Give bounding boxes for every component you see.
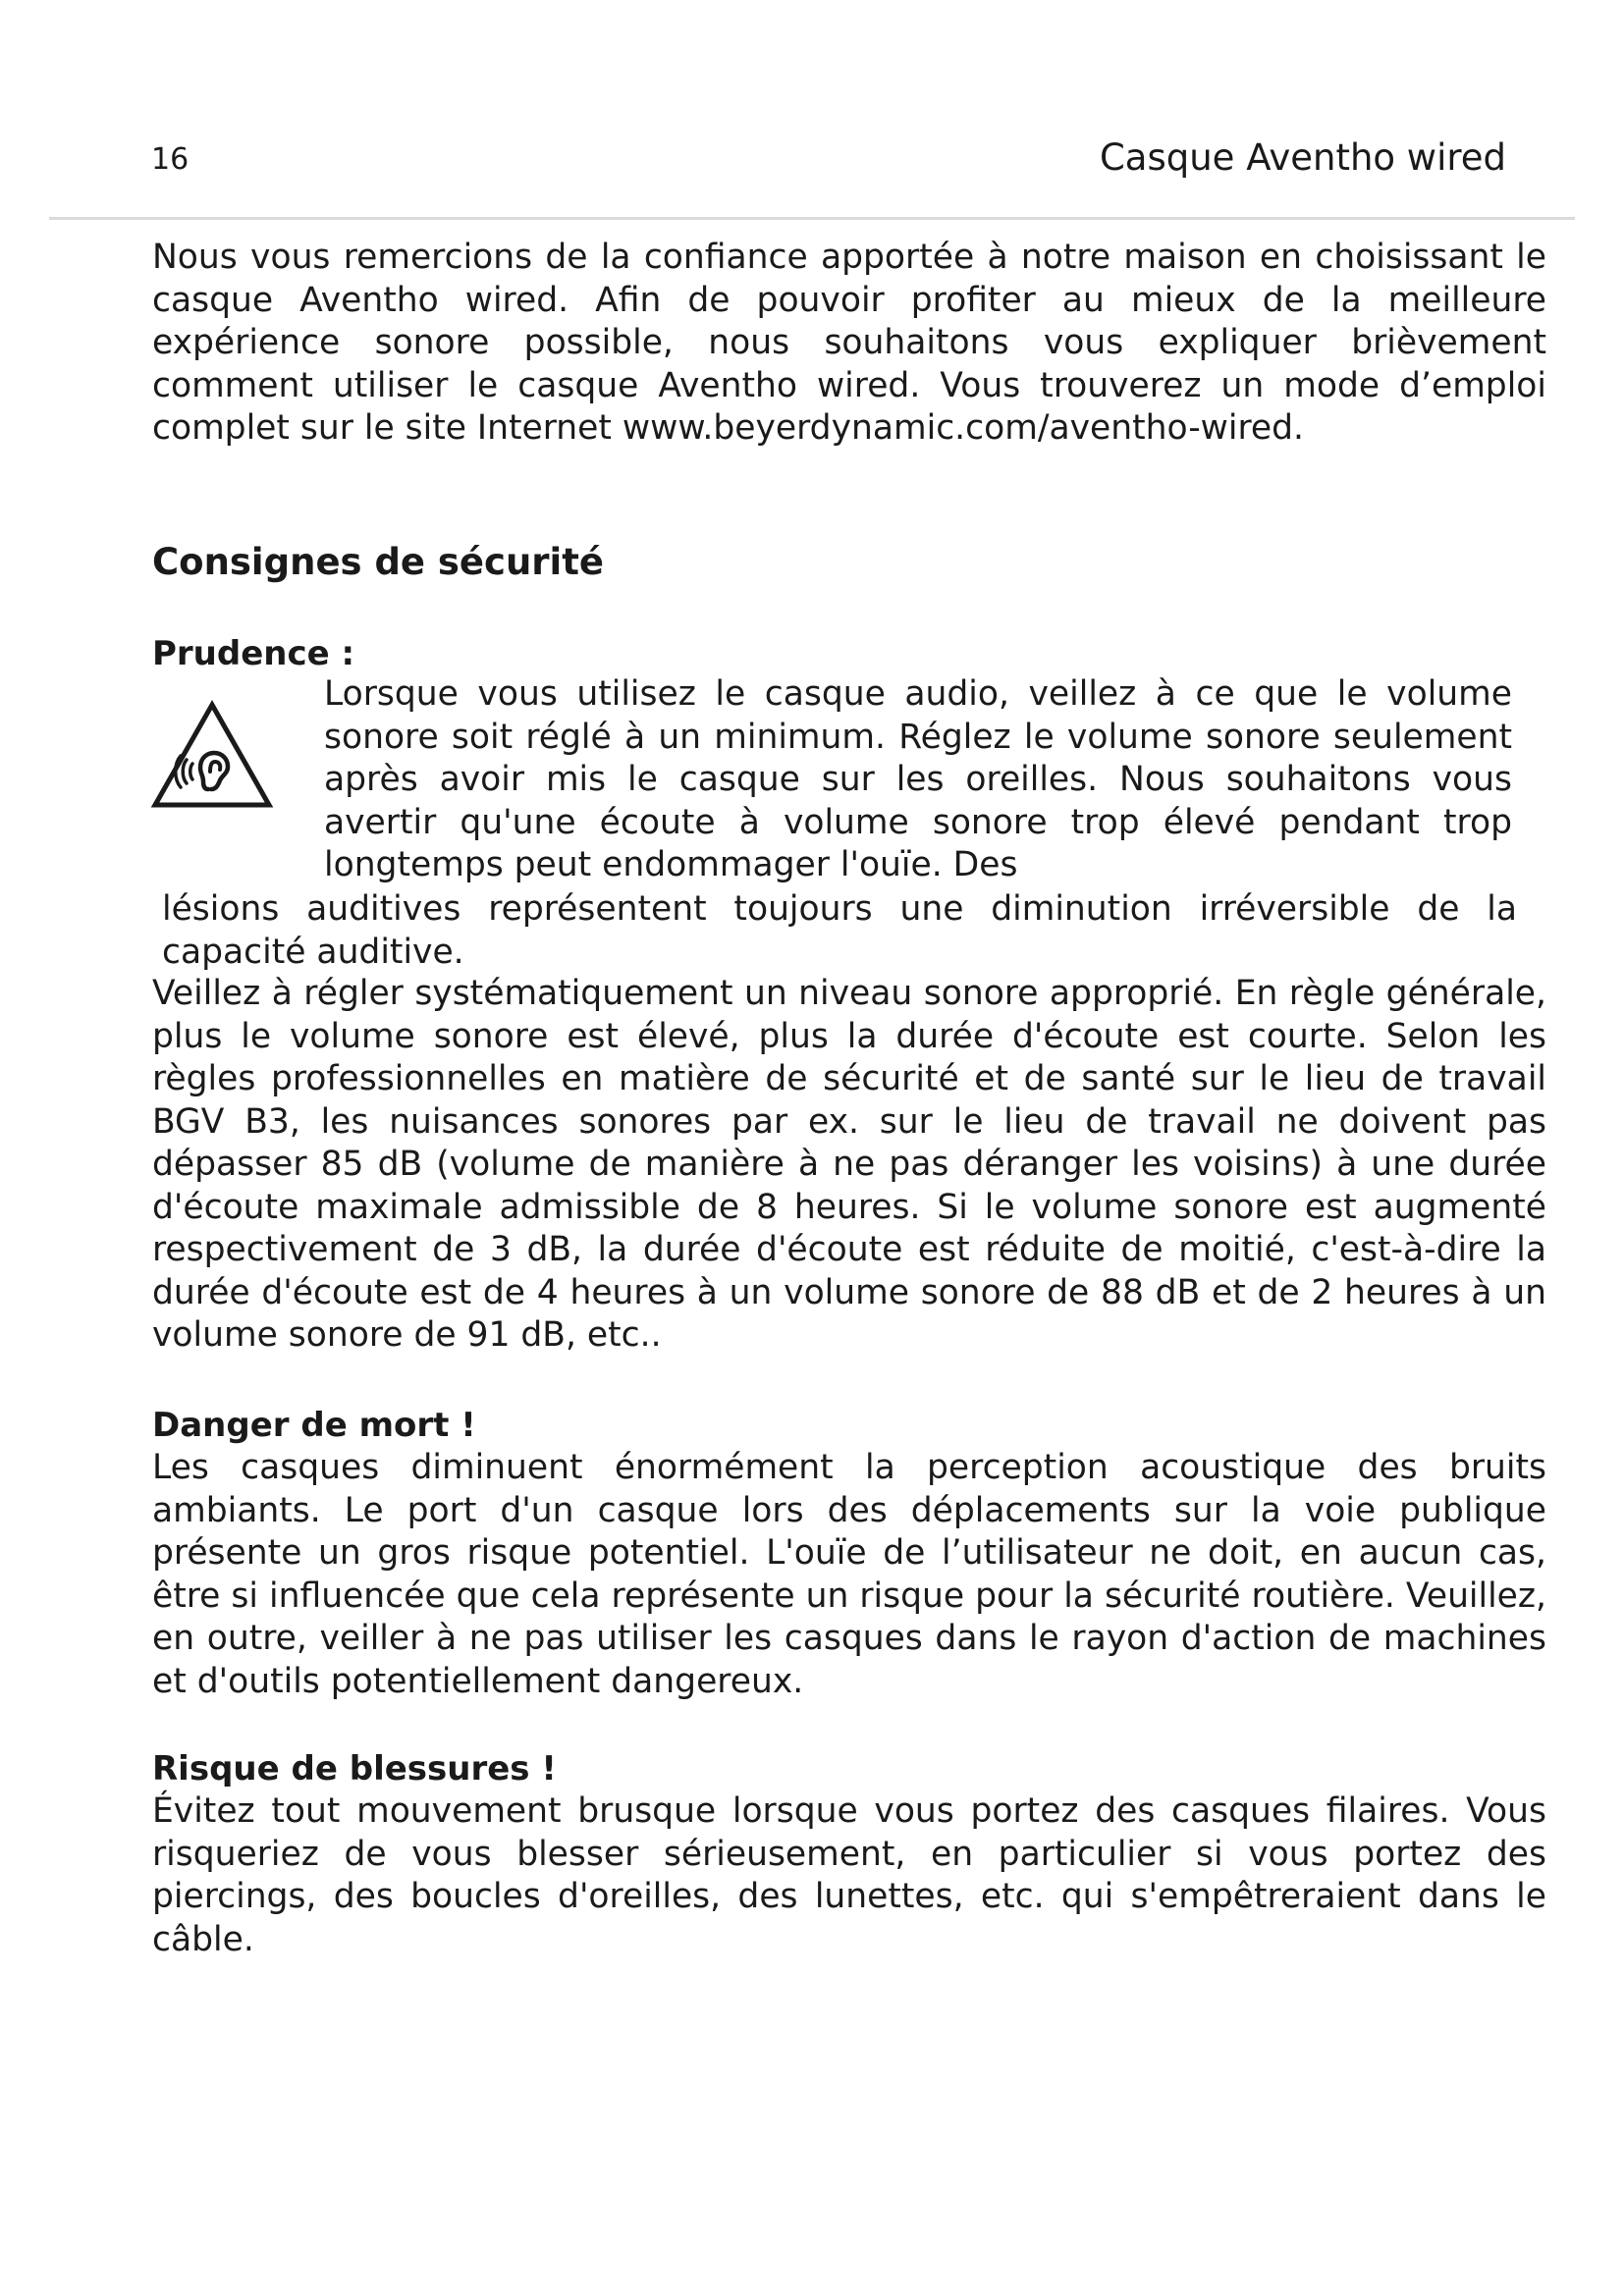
intro-paragraph: Nous vous remercions de la confiance apportée à notre maison en choisissant le casque Aventho wired. Afin de pouvoir profiter au mieux de la meilleure expérience sonore possible, nous souhaitons vous expliquer brièvement comment utiliser le casque Aventho wired. Vous trouverez un mode d’emploi complet sur le site Internet www.beyerdynamic.com/aventho-wired. <box>152 238 1546 448</box>
page-number: 16 <box>151 142 189 177</box>
danger-heading: Danger de mort ! <box>152 1406 476 1445</box>
prudence-heading: Prudence : <box>152 634 355 673</box>
hearing-warning-icon <box>149 699 275 812</box>
prudence-continued-text: Veillez à régler systématiquement un niveau sonore approprié. En règle générale, plus le volume sonore est élevé, plus la durée d'écoute est courte. Selon les règles professionnelles en matière de sécurité et de santé sur le lieu de travail BGV B3, les nuisances sonores par ex. sur le lieu de travail ne doivent pas dépasser 85 dB (volume de manière à ne pas déranger les voisins) à une durée d'écoute maximale admissible de 8 heures. Si le volume sonore est augmenté respectivement de 3 dB, la durée d'écoute est réduite de moitié, c'est-à-dire la durée d'écoute est de 4 heures à un volume sonore de 88 dB et de 2 heures à un volume sonore de 91 dB, etc.. <box>152 974 1546 1355</box>
running-title: Casque Aventho wired <box>1099 136 1506 179</box>
prudence-indented-text: Lorsque vous utilisez le casque audio, veillez à ce que le volume sonore soit réglé à un minimum. Réglez le volume sonore seulement après avoir mis le casque sur les oreilles. Nous souhaitons vous avertir qu'une écoute à volume sonore trop élevé pendant trop longtemps peut endommager l'ouïe. Des <box>324 674 1512 884</box>
injury-paragraph: Évitez tout mouvement brusque lorsque vous portez des casques filaires. Vous risqueriez de vous blesser sérieusement, en particulier si vous portez des piercings, des boucles d'oreilles, des lunettes, etc. qui s'empêtreraient dans le câble. <box>152 1791 1546 1959</box>
prudence-wrap-text: lésions auditives représentent toujours une diminution irréversible de la capacité auditive. <box>162 889 1517 972</box>
section-title: Consignes de sécurité <box>152 541 605 583</box>
injury-heading: Risque de blessures ! <box>152 1749 557 1789</box>
header-divider <box>49 217 1575 220</box>
danger-paragraph: Les casques diminuent énormément la perception acoustique des bruits ambiants. Le port d'un casque lors des déplacements sur la voie publique présente un gros risque potentiel. L'ouïe de l’utilisateur ne doit, en aucun cas, être si influencée que cela représente un risque pour la sécurité routière. Veuillez, en outre, veiller à ne pas utiliser les casques dans le rayon d'action de machines et d'outils potentiellement dangereux. <box>152 1448 1546 1701</box>
